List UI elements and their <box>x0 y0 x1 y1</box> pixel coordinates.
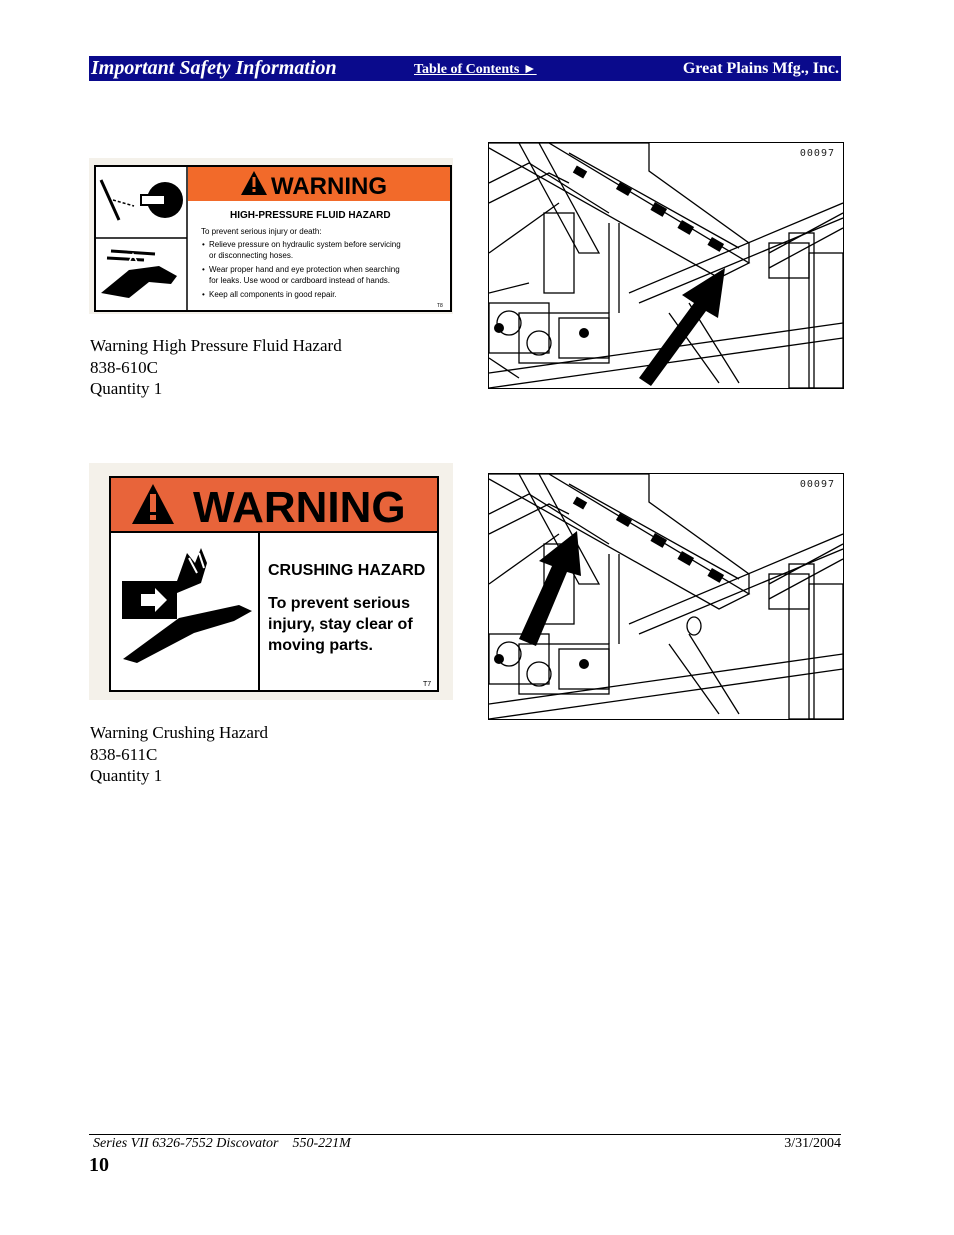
warning-heading: WARNING <box>193 483 406 532</box>
bullet-2: • <box>202 265 205 274</box>
hazard-title: CRUSHING HAZARD <box>268 562 426 579</box>
bullet-3: • <box>202 290 205 299</box>
message-line-3: moving parts. <box>268 637 373 654</box>
decal-2-name: Warning Crushing Hazard <box>90 723 269 742</box>
decal-2-quantity: Quantity 1 <box>90 766 163 785</box>
hazard-title: HIGH-PRESSURE FLUID HAZARD <box>230 210 391 221</box>
location-arrow-icon <box>519 531 581 646</box>
table-of-contents-link[interactable]: Table of Contents ► <box>414 62 537 77</box>
decal-code: T8 <box>437 303 443 309</box>
photo-number: 00097 <box>799 479 835 490</box>
decal-1-part-number: 838-610C <box>90 357 158 377</box>
header-divider <box>89 80 841 81</box>
footer-series: Series VII 6326-7552 Discovator 550-221M <box>93 1136 351 1151</box>
decal-1-name: Warning High Pressure Fluid Hazard <box>90 336 342 355</box>
bullet-2-line-1: Wear proper hand and eye protection when searching <box>209 265 400 274</box>
decal-1-caption <box>90 335 342 400</box>
bullet-1-line-2: or disconnecting hoses. <box>209 251 294 260</box>
decal-2-part-number: 838-611C <box>90 744 158 764</box>
warning-heading: WARNING <box>271 173 387 200</box>
decal-2-caption <box>90 722 268 787</box>
implement-frame-drawing <box>489 474 843 719</box>
section-title: Important Safety Information <box>91 57 337 79</box>
bullet-3-line-1: Keep all components in good repair. <box>209 290 337 299</box>
decal-2-location-photo <box>488 473 844 720</box>
crushing-hazard-decal <box>89 463 453 700</box>
footer-divider <box>89 1134 841 1135</box>
decal-code: T7 <box>423 681 432 688</box>
high-pressure-fluid-decal <box>89 158 453 314</box>
bullet-1: • <box>202 240 205 249</box>
decal-1-quantity: Quantity 1 <box>90 379 163 398</box>
decal-1-location-photo <box>488 142 844 389</box>
message-line-1: To prevent serious <box>268 595 410 612</box>
crushing-decal-graphic <box>89 463 453 700</box>
high-pressure-decal-graphic <box>89 158 453 314</box>
company-name: Great Plains Mfg., Inc. <box>682 60 839 77</box>
implement-frame-drawing <box>489 143 843 388</box>
page-number: 10 <box>89 1154 109 1176</box>
page-header <box>89 56 841 80</box>
footer-date: 3/31/2004 <box>784 1136 841 1151</box>
hazard-intro: To prevent serious injury or death: <box>201 227 322 236</box>
bullet-2-line-2: for leaks. Use wood or cardboard instead of hands. <box>209 276 390 285</box>
photo-number: 00097 <box>799 148 835 159</box>
message-line-2: injury, stay clear of <box>268 616 413 633</box>
bullet-1-line-1: Relieve pressure on hydraulic system before servicing <box>209 240 401 249</box>
